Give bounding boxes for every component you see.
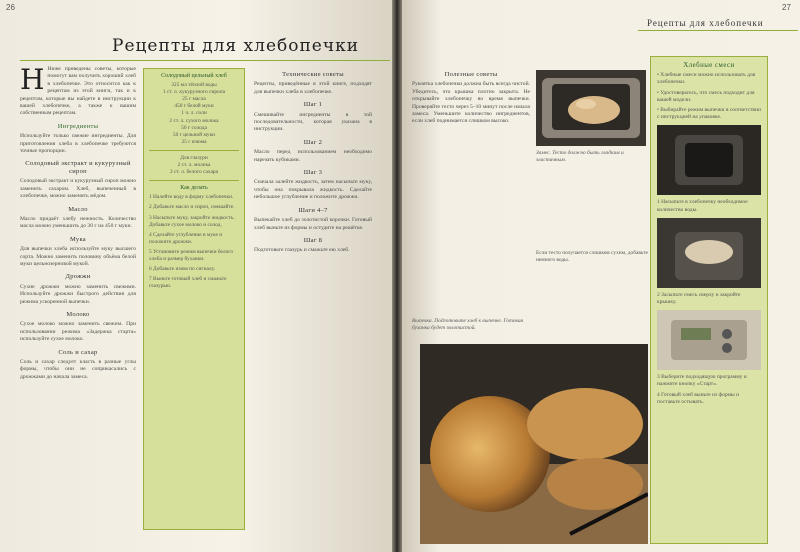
section-text: Масло придаёт хлебу нежность. Количество масла можно уменьшить до 30 г на 450 г муки.: [20, 215, 136, 230]
section-text: Используйте только свежие ингредиенты. Для приготовления хлеба в хлебопечке требуются точные пропорции.: [20, 133, 136, 155]
step-heading: Шаг 1: [303, 101, 323, 109]
sidebar-step: 2 Засыпьте смесь сверху и закройте крышку.: [657, 291, 741, 306]
section-text: Солодовый экстракт и кукурузный сироп можно заменить сахаром. Хлеб, выпеченный в хлебопечке, можно заменить мёдом.: [20, 178, 136, 200]
steps-title: Как делать: [180, 185, 208, 192]
recipe-title: Солодовый цельный хлеб: [161, 73, 227, 79]
recipe-step: 5 Установите режим выпечки белого хлеба и размер буханки.: [149, 248, 234, 262]
bread-mixes-sidebar: [650, 56, 768, 544]
section-text: Для выпечки хлеба используйте муку высшего сорта. Можно заменить половину объёма белой муки цельнозерновой мукой.: [20, 246, 136, 267]
step-heading: Шаги 4–7: [298, 206, 328, 214]
recipe-box: [143, 68, 245, 530]
mix-pouring-photo: [657, 218, 761, 288]
ingredient-item: 325 мл тёплой воды: [171, 82, 217, 89]
step-heading: Шаг 3: [303, 169, 323, 177]
section-heading: Соль и сахар: [58, 348, 98, 356]
photo-caption-left: Выпечка. Подготовьте хлеб к выпечке. Готовая буханка будет золотистой.: [412, 318, 524, 331]
section-heading: Полезные советы: [444, 71, 498, 78]
section-text: Рукоятка хлебопечки должна быть всегда чистой. Убедитесь, что крышка плотно закрыта. Не открывайте хлебопечку во время выпечки. Проверяйте тесто через 5–10 минут после начала замеса. Уменьшите количество ингредиентов, если хлеб поднимается слишком высоко.: [412, 81, 530, 125]
sidebar-step: 4 Готовый хлеб выньте из формы и поставьте остывать.: [657, 391, 740, 405]
recipe-step: 3 Насыпьте муку, закройте жидкость. Добавьте сухое молоко и солод.: [149, 214, 235, 228]
recipe-step: 1 Налейте воду в форму хлебопечки.: [149, 194, 234, 201]
section-text: Сухое молоко можно заменить свежим. При использовании режима «Задержка старта» используйте сухое молоко.: [20, 321, 136, 343]
left-column-tips: [20, 63, 136, 546]
ingredient-item: 25 г масла: [182, 96, 206, 103]
section-text: Рецепты, приведённые в этой книге, подходят для выпечки хлеба в хлебопечке.: [254, 81, 372, 95]
topping-title: Для глазури: [180, 154, 208, 161]
step-text: Выпекайте хлеб до золотистой корочки. Готовый хлеб выньте из формы и остудите на решётке.: [254, 217, 372, 231]
section-heading: Ингредиенты: [57, 122, 99, 130]
section-heading: Технические советы: [282, 71, 344, 78]
page-number-left: 26: [6, 3, 15, 12]
page-number-right: 27: [782, 3, 791, 12]
section-heading: Мука: [69, 235, 86, 243]
section-heading: Дрожжи: [65, 273, 91, 281]
section-heading: Солодовый экстракт и кукурузный сироп: [25, 160, 131, 175]
recipe-step: 2 Добавьте масло и сироп, смешайте.: [149, 204, 235, 211]
title-rule: [20, 60, 390, 61]
technical-tips-column: [254, 66, 372, 546]
ingredient-item: 25 г изюма: [181, 138, 207, 145]
ingredient-item: 50 г солода: [181, 124, 207, 131]
topping-item: 2 ст. л. белого сахара: [170, 169, 218, 176]
step-heading: Шаг 8: [303, 236, 323, 244]
header-rule: [638, 30, 798, 31]
note-text: Если тесто получается слишком сухим, добавьте немного воды.: [536, 250, 648, 264]
right-page: [402, 0, 800, 552]
sidebar-title: Хлебные смеси: [683, 62, 735, 69]
sidebar-item: • Хлебные смеси можно использовать для хлебопечки.: [657, 72, 756, 86]
running-head: Рецепты для хлебопечки: [647, 18, 764, 28]
bread-photo: [420, 344, 648, 544]
section-heading: Молоко: [66, 310, 90, 318]
useful-tips-column: [412, 66, 530, 316]
left-page: [0, 0, 392, 552]
photo-caption-top: Замес. Тесто должно быть гладким и эластичным.: [536, 150, 624, 163]
book-gutter: [392, 0, 402, 552]
ingredient-item: 450 г белой муки: [174, 103, 214, 110]
step-text: Подготовьте глазурь и смажьте ею хлеб.: [254, 247, 350, 254]
bread-machine-photo: [536, 70, 646, 146]
sidebar-step: 1 Насыпьте в хлебопечку необходимое количество воды.: [657, 199, 748, 213]
ingredient-item: 2 ст. л. сухого молока: [169, 117, 219, 124]
sidebar-item: • Выбирайте режим выпечки в соответствии с инструкцией на упаковке.: [657, 107, 761, 121]
recipe-step: 6 Добавьте изюм по сигналу.: [149, 266, 216, 273]
bread-loaves-photo: [420, 344, 648, 544]
kneading-photo: [536, 70, 646, 146]
section-text: Соль и сахар следует класть в разные углы формы, чтобы они не соприкасались с дрожжами до начала замеса.: [20, 359, 136, 380]
box-divider: [149, 180, 239, 181]
ingredient-item: 1 ч. л. соли: [181, 110, 207, 117]
step-text: Смешивайте ингредиенты в той последовательности, которая указана в инструкции.: [254, 111, 372, 133]
step-heading: Шаг 2: [303, 138, 323, 146]
intro-paragraph: Н Ниже приведены советы, которые помогут вам получить хороший хлеб в хлебопечке. Это относится как к рецептам из этой книги, так и к рецептам, которые вы найдете в инструкции к вашей хлебопечке, а также к вашим собственным рецептам.: [20, 63, 136, 117]
page-title: Рецепты для хлебопечки: [112, 36, 360, 56]
sidebar-item: • Удостоверьтесь, что смесь подходит для вашей модели.: [657, 89, 755, 103]
ingredient-item: 1 ст. л. кукурузного сиропа: [162, 89, 226, 96]
step-text: Сначала залейте жидкость, затем насыпьте муку, чтобы она покрывала жидкость. Сделайте небольшое углубление и положите дрожжи.: [254, 179, 372, 201]
section-heading: Масло: [68, 205, 88, 213]
recipe-step: 7 Выньте готовый хлеб и смажьте глазурью.: [149, 276, 227, 290]
recipe-step: 4 Сделайте углубление в муке и положите дрожжи.: [149, 231, 223, 245]
control-panel-photo: [657, 310, 761, 370]
sidebar-step: 3 Выберите подходящую программу и нажмите кнопку «Старт».: [657, 374, 747, 388]
bread-pan-photo: [657, 125, 761, 195]
topping-item: 2 ст. л. молока: [177, 162, 211, 169]
box-divider: [149, 150, 239, 151]
step-text: Масло перед использованием необходимо нарезать кубиками.: [254, 149, 372, 163]
section-text: Сухие дрожжи можно заменить свежими. Используйте дрожжи быстрого действия для режима ускоренной выпечки.: [20, 283, 136, 305]
ingredient-item: 50 г цельной муки: [172, 131, 216, 138]
